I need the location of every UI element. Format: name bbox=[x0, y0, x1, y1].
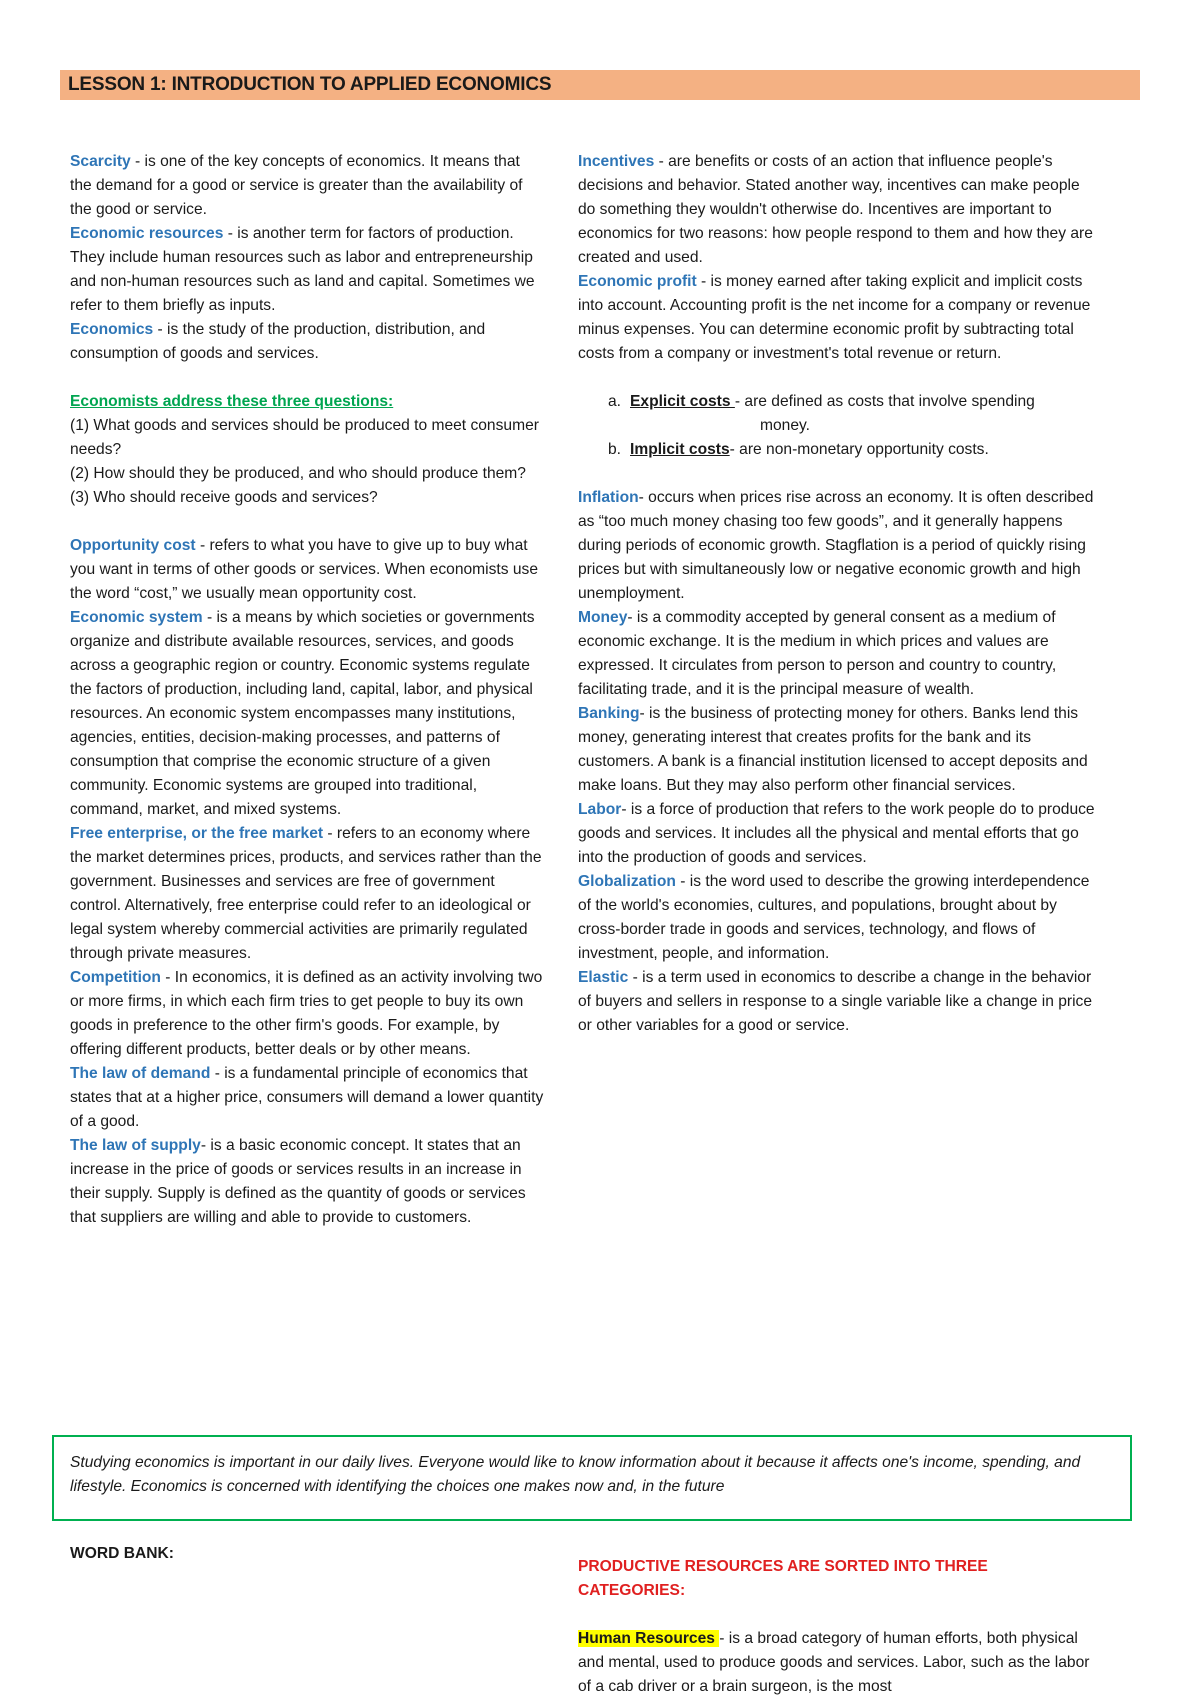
word-bank-heading: WORD BANK: bbox=[70, 1545, 174, 1562]
def-globalization: Globalization - is the word used to describe the growing interdependence of the world's economies, cultures, and populations, brought about by cross-border trade in goods and services, technology, and flows of investment, people, and information. bbox=[578, 873, 1090, 962]
summary-note-text: Studying economics is important in our daily lives. Everyone would like to know information about it because it affects one's income, spending, and lifestyle. Economics is concerned with identifying the choices one makes now and, in the future bbox=[70, 1454, 1081, 1495]
term-competition: Competition bbox=[70, 969, 161, 986]
def-money: Money- is a commodity accepted by general consent as a medium of economic exchange. It is the medium in which prices and values are expressed. It circulates from person to person and country to country, facilitating trade, and it is the principal measure of wealth. bbox=[578, 609, 1057, 698]
def-economic-profit: Economic profit - is money earned after taking explicit and implicit costs into account. Accounting profit is the net income for a company or revenue minus expenses. You can determine economic profit by subtracting total costs from a company or investment's total revenue or return. bbox=[578, 273, 1091, 362]
left-column bbox=[70, 150, 545, 1230]
summary-note-box bbox=[52, 1435, 1132, 1521]
productive-resources-heading: PRODUCTIVE RESOURCES ARE SORTED INTO THREE CATEGORIES: bbox=[578, 1558, 988, 1599]
term-labor: Labor bbox=[578, 801, 622, 818]
term-law-of-supply: The law of supply bbox=[70, 1137, 201, 1154]
def-scarcity: Scarcity - is one of the key concepts of economics. It means that the demand for a good or service is greater than the availability of the good or service. bbox=[70, 153, 523, 218]
questions-heading: Economists address these three questions: bbox=[70, 393, 394, 410]
term-economics: Economics bbox=[70, 321, 154, 338]
def-banking: Banking- is the business of protecting money for others. Banks lend this money, generating interest that creates profits for the bank and its customers. A bank is a financial institution licensed to accept deposits and make loans. But they may also perform other financial services. bbox=[578, 705, 1088, 794]
term-incentives: Incentives bbox=[578, 153, 655, 170]
def-law-of-supply: The law of supply- is a basic economic concept. It states that an increase in the price of goods or services results in an increase in their supply. Supply is defined as the quantity of goods or services that suppliers are willing and able to provide to customers. bbox=[70, 1137, 526, 1226]
question-3: (3) Who should receive goods and services? bbox=[70, 489, 378, 506]
def-law-of-demand: The law of demand - is a fundamental principle of economics that states that at a higher price, consumers will demand a lower quantity of a good. bbox=[70, 1065, 544, 1130]
lesson-title-bar bbox=[60, 70, 1140, 100]
term-law-of-demand: The law of demand bbox=[70, 1065, 211, 1082]
cost-list: a. Explicit costs - are defined as costs that involve spending money. b. Implicit costs- are non-monetary opportunity costs. bbox=[578, 390, 1098, 462]
term-economic-resources: Economic resources bbox=[70, 225, 224, 242]
question-1: (1) What goods and services should be produced to meet consumer needs? bbox=[70, 417, 539, 458]
lesson-title: LESSON 1: INTRODUCTION TO APPLIED ECONOMICS bbox=[68, 74, 552, 95]
term-opportunity-cost: Opportunity cost bbox=[70, 537, 196, 554]
term-scarcity: Scarcity bbox=[70, 153, 131, 170]
list-item-implicit-costs: b. Implicit costs- are non-monetary opportunity costs. bbox=[608, 441, 989, 458]
question-2: (2) How should they be produced, and who should produce them? bbox=[70, 465, 526, 482]
right-column bbox=[578, 150, 1098, 1038]
def-economic-resources: Economic resources - is another term for factors of production. They include human resources such as labor and entrepreneurship and non-human resources such as land and capital. Sometimes we refer to them briefly as inputs. bbox=[70, 225, 535, 314]
def-incentives: Incentives - are benefits or costs of an action that influence people's decisions and behavior. Stated another way, incentives can make people do something they wouldn't otherwise do. Incentives are important to economics for two reasons: how people respond to them and how they are created and used. bbox=[578, 153, 1093, 266]
term-globalization: Globalization bbox=[578, 873, 676, 890]
term-economic-profit: Economic profit bbox=[578, 273, 697, 290]
def-labor: Labor- is a force of production that refers to the work people do to produce goods and services. It includes all the physical and mental efforts that go into the production of goods and services. bbox=[578, 801, 1095, 866]
term-banking: Banking bbox=[578, 705, 640, 722]
def-free-enterprise: Free enterprise, or the free market - refers to an economy where the market determines prices, products, and services rather than the government. Businesses and services are free of government control. Alternatively, free enterprise could refer to an ideological or legal system whereby commercial activities are primarily regulated through private measures. bbox=[70, 825, 542, 962]
term-money: Money bbox=[578, 609, 628, 626]
term-inflation: Inflation bbox=[578, 489, 639, 506]
def-opportunity-cost: Opportunity cost - refers to what you have to give up to buy what you want in terms of other goods or services. When economists use the word “cost,” we usually mean opportunity cost. bbox=[70, 537, 539, 602]
term-elastic: Elastic bbox=[578, 969, 629, 986]
def-human-resources: Human Resources - is a broad category of human efforts, both physical and mental, used to produce goods and services. Labor, such as the labor of a cab driver or a brain surgeon, is the most bbox=[578, 1630, 1090, 1695]
list-item-explicit-costs: a. Explicit costs - are defined as costs that involve spending bbox=[608, 393, 1035, 410]
term-explicit-costs: Explicit costs bbox=[630, 393, 735, 410]
term-free-enterprise: Free enterprise, or the free market bbox=[70, 825, 324, 842]
def-inflation: Inflation- occurs when prices rise across an economy. It is often described as “too much money chasing too few goods”, and it generally happens during periods of economic growth. Stagflation is a period of quickly rising prices but with simultaneously low or negative economic growth and high unemployment. bbox=[578, 489, 1094, 602]
term-implicit-costs: Implicit costs bbox=[630, 441, 730, 458]
def-economics: Economics - is the study of the production, distribution, and consumption of goods and services. bbox=[70, 321, 486, 362]
def-elastic: Elastic - is a term used in economics to describe a change in the behavior of buyers and sellers in response to a single variable like a change in price or other variables for a good or service. bbox=[578, 969, 1093, 1034]
def-economic-system: Economic system - is a means by which societies or governments organize and distribute available resources, services, and goods across a geographic region or country. Economic systems regulate the factors of production, including land, capital, labor, and physical resources. An economic system encompasses many institutions, agencies, entities, decision-making processes, and patterns of consumption that comprise the economic structure of a given community. Economic systems are grouped into traditional, command, market, and mixed systems. bbox=[70, 609, 535, 818]
term-economic-system: Economic system bbox=[70, 609, 203, 626]
term-human-resources: Human Resources bbox=[578, 1630, 720, 1647]
def-competition: Competition - In economics, it is defined as an activity involving two or more firms, in which each firm tries to get people to buy its own goods in preference to the other firm's goods. For example, by offering different products, better deals or by other means. bbox=[70, 969, 543, 1058]
